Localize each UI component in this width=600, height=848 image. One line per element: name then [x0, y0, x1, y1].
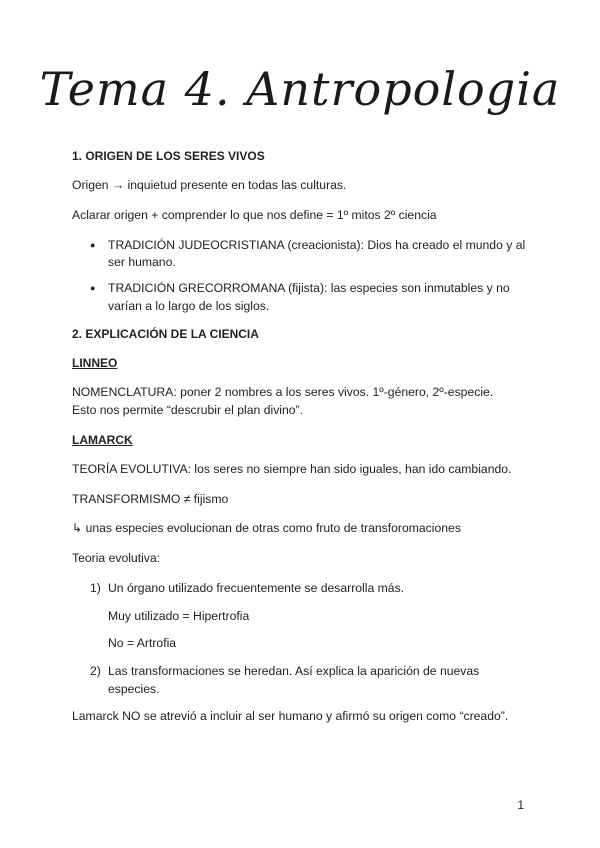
- linneo-paragraph: [72, 384, 532, 419]
- list-text: Las transformaciones se heredan. Así explica la aparición de nuevas especies.: [108, 663, 480, 696]
- page-title: Tema 4. Antropologia: [39, 62, 561, 116]
- list-item: [72, 663, 532, 698]
- paragraph: Teoria evolutiva:: [72, 551, 161, 566]
- section-1-heading: 1. ORIGEN DE LOS SERES VIVOS: [72, 149, 265, 163]
- paragraph: Origen → inquietud presente en todas las culturas.: [72, 178, 347, 193]
- lamarck-heading: LAMARCK: [72, 432, 133, 447]
- list-item: ● TRADICIÓN GRECORROMANA (fijista): las especies son inmutables y no varían a lo largo de los siglos.: [72, 280, 532, 315]
- linneo-line-1: NOMENCLATURA: poner 2 nombres a los seres vivos. 1º-género, 2º-especie.: [72, 385, 494, 400]
- page-content: [72, 148, 532, 738]
- paragraph: TEORÍA EVOLUTIVA: los seres no siempre han sido iguales, han ido cambiando.: [72, 462, 512, 477]
- paragraph: No = Artrofia: [108, 636, 177, 651]
- paragraph: Aclarar origen + comprender lo que nos define = 1º mitos 2º ciencia: [72, 208, 437, 223]
- linneo-line-2: Esto nos permite “descrubir el plan divino”.: [72, 402, 303, 417]
- page-number: 1: [517, 798, 524, 812]
- list-number: 1): [90, 580, 101, 595]
- paragraph: Muy utilizado = Hipertrofia: [108, 608, 250, 623]
- paragraph: Lamarck NO se atrevió a incluir al ser humano y afirmó su origen como “creado”.: [72, 709, 509, 724]
- list-item: ● TRADICIÓN JUDEOCRISTIANA (creacionista): Dios ha creado el mundo y al ser humano.: [72, 237, 532, 272]
- section-2-heading: 2. EXPLICACIÓN DE LA CIENCIA: [72, 326, 259, 341]
- linneo-heading: LINNEO: [72, 355, 118, 370]
- theory-list: [72, 580, 532, 698]
- list-text: Un órgano utilizado frecuentemente se desarrolla más.: [108, 580, 405, 595]
- paragraph: TRANSFORMISMO ≠ fijismo: [72, 491, 229, 506]
- list-number: 2): [90, 663, 101, 678]
- paragraph: ↳ unas especies evolucionan de otras como fruto de transforomaciones: [72, 521, 461, 536]
- traditions-list: [72, 237, 532, 316]
- list-item: [72, 580, 532, 598]
